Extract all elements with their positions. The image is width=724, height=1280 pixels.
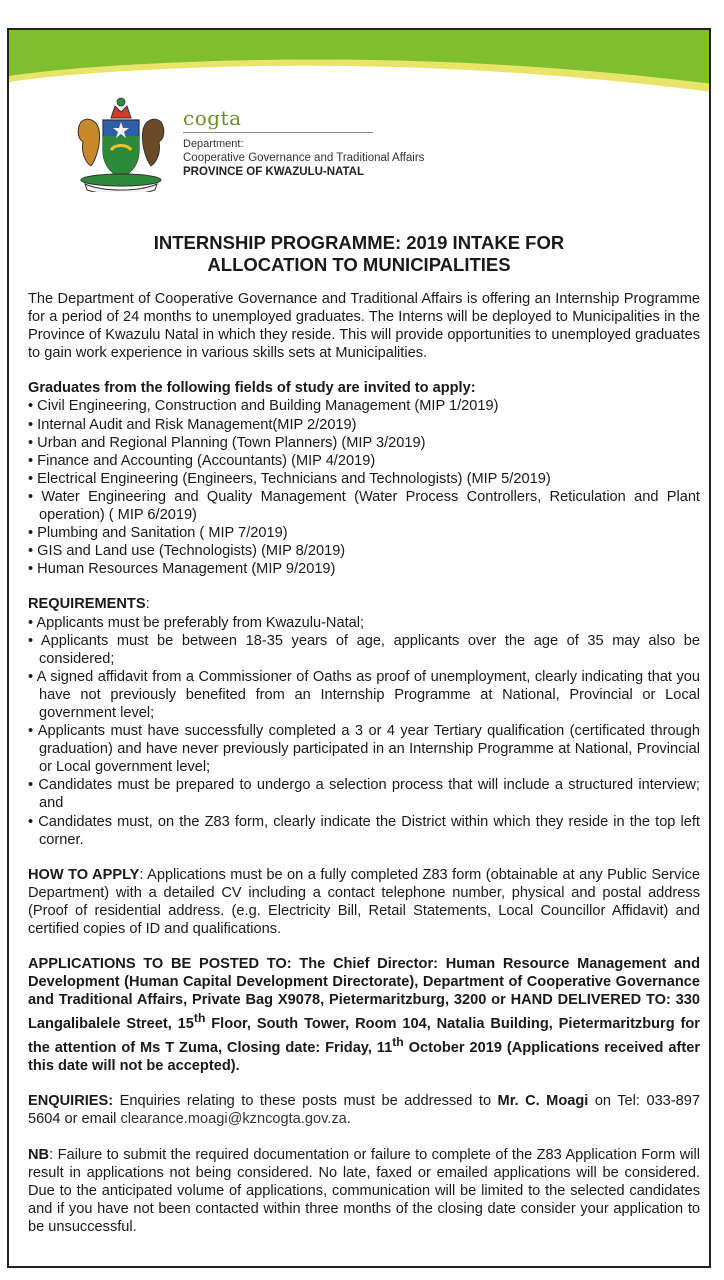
advert-frame (7, 28, 711, 1268)
contact-name: Mr. C. Moagi (497, 1093, 589, 1110)
list-item: • Water Engineering and Quality Management (Water Process Controllers, Reticulation and Plant operation) ( MIP 6/2019) (28, 488, 700, 524)
department-logo (67, 92, 487, 222)
title-line-1: INTERNSHIP PROGRAMME: 2019 INTAKE FOR (153, 232, 565, 253)
list-item: • Internal Audit and Risk Management(MIP 2/2019) (28, 416, 357, 433)
requirements-heading: REQUIREMENTS: (28, 596, 150, 613)
list-item: • Applicants must be between 18-35 years of age, applicants over the age of 35 may also be considered; (28, 632, 701, 667)
list-item: • Applicants must be preferably from Kwazulu-Natal; (28, 614, 365, 631)
list-item: • Finance and Accounting (Accountants) (MIP 4/2019) (28, 452, 376, 469)
nb-paragraph: NB: Failure to submit the required documentation or failure to complete of the Z83 Application Form will result in applications not being considered. No late, faxed or emailed applications will be considered. Due to the anticipated volume of applications, communication will be limited to the selected candidates and if you have not been contacted within three months of the closing date consider your application to be unsuccessful. (28, 1146, 700, 1235)
intro-paragraph: The Department of Cooperative Governance and Traditional Affairs is offering an Internship Programme for a period of 24 months to unemployed graduates. The Interns will be deployed to Municipalities in the Province of Kwazulu Natal in which they reside. This will provide opportunities to unemployed graduates to gain work experience in various skills sets at Municipalities. (28, 291, 700, 362)
how-to-apply-heading: HOW TO APPLY (28, 866, 140, 883)
enquiries-paragraph: ENQUIRIES: Enquiries relating to these posts must be addressed to Mr. C. Moagi on Tel: 033-897 5604 or email clearance.moagi@kzncogta.gov.za. (28, 1093, 701, 1128)
applications-paragraph: APPLICATIONS TO BE POSTED TO: The Chief Director: Human Resource Management and Development (Human Capital Development Directorate), Department of Cooperative Governance and Traditional Affairs, Private Bag X9078, Pietermaritzburg, 3200 or HAND DELIVERED TO: 330 Langalibalele Street, 15th Floor, South Tower, Room 104, Natalia Building, Pietermaritzburg for the attention of Ms T Zuma, Closing date: Friday, 11th October 2019 (Applications received after this date will not be accepted). (28, 956, 700, 1075)
advert-body (28, 290, 700, 1236)
department-label: Department: (183, 138, 244, 150)
list-item: • GIS and Land use (Technologists) (MIP 8/2019) (28, 543, 346, 560)
list-item: • Electrical Engineering (Engineers, Technicians and Technologists) (MIP 5/2019) (28, 470, 551, 487)
department-name: Cooperative Governance and Traditional Affairs (183, 152, 425, 164)
list-item: • Candidates must be prepared to undergo a selection process that will include a structured interview; and (28, 777, 700, 812)
list-item: • Human Resources Management (MIP 9/2019) (28, 561, 336, 578)
enquiries-heading: ENQUIRIES: (28, 1093, 114, 1110)
title-line-2: ALLOCATION TO MUNICIPALITIES (207, 254, 511, 275)
list-item: • Plumbing and Sanitation ( MIP 7/2019) (28, 525, 288, 542)
coat-of-arms-icon (67, 92, 175, 192)
advert-title (39, 232, 679, 276)
list-item: • Candidates must, on the Z83 form, clearly indicate the District within which they reside in the top left corner. (28, 813, 700, 848)
list-item: • Urban and Regional Planning (Town Planners) (MIP 3/2019) (28, 434, 426, 451)
fields-heading: Graduates from the following fields of study are invited to apply: (28, 380, 476, 397)
logo-divider (183, 132, 373, 133)
requirements-list (28, 614, 700, 849)
list-item: • A signed affidavit from a Commissioner of Oaths as proof of unemployment, clearly indicating that you have not previously benefited from an Internship Programme at National, Provincial or Local government level; (28, 668, 701, 721)
fields-list (28, 397, 700, 578)
list-item: • Applicants must have successfully completed a 3 or 4 year Tertiary qualification (certificated through graduation) and have never previously participated in an Internship Programme at National, Provincial or Local government level; (28, 723, 700, 776)
cogta-wordmark: cogta (183, 106, 242, 130)
how-to-apply-paragraph: HOW TO APPLY: Applications must be on a fully completed Z83 form (obtainable at any Public Service Department) with a detailed CV including a contact telephone number, physical and postal address (Proof of residential address. (e.g. Electricity Bill, Retail Statements, Local Councillor Affidavit) and certified copies of ID and qualifications. (28, 866, 700, 937)
green-banner (9, 30, 711, 100)
province-name: PROVINCE OF KWAZULU-NATAL (183, 166, 365, 178)
nb-heading: NB (28, 1146, 50, 1163)
list-item: • Civil Engineering, Construction and Building Management (MIP 1/2019) (28, 398, 499, 415)
email-link[interactable]: clearance.moagi@kzncogta.gov.za (120, 1111, 347, 1128)
